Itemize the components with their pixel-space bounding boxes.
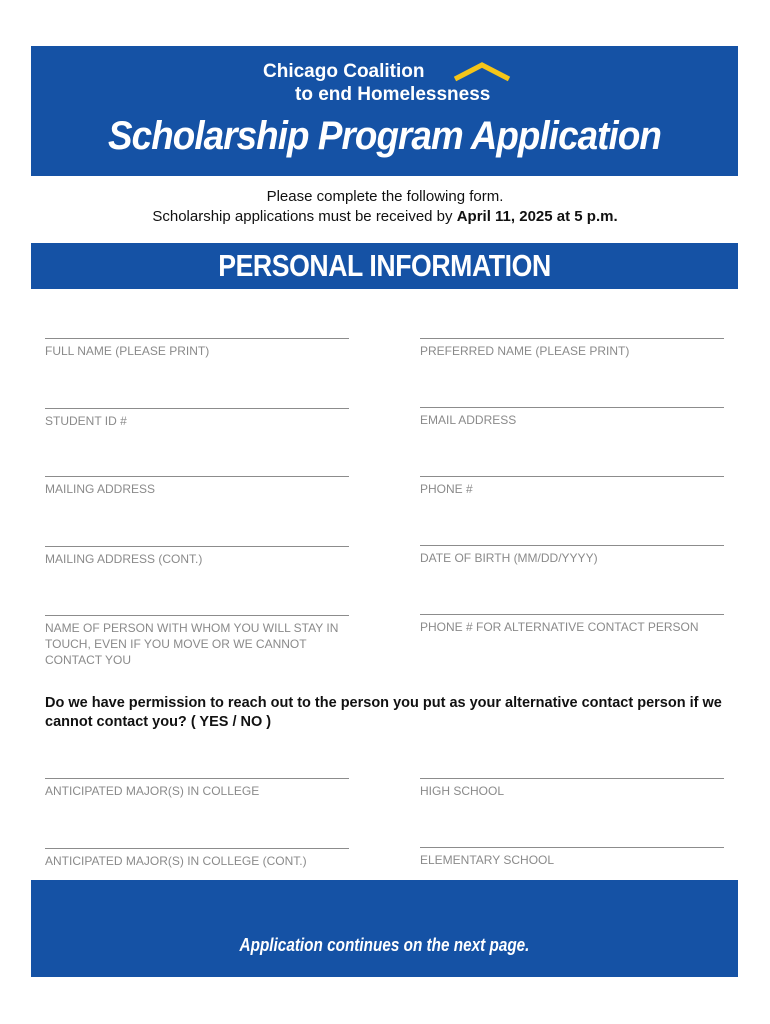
- continuation-note: Application continues on the next page.: [239, 935, 530, 955]
- logo-line1: Chicago Coalition: [263, 61, 425, 82]
- mailing-address-cont-field[interactable]: [45, 546, 349, 567]
- section-title: PERSONAL INFORMATION: [218, 248, 551, 283]
- page-title: Scholarship Program Application: [108, 114, 661, 158]
- input-line[interactable]: [420, 338, 724, 339]
- date-of-birth-field[interactable]: [420, 545, 724, 566]
- input-line[interactable]: [45, 546, 349, 547]
- field-label: ANTICIPATED MAJOR(S) IN COLLEGE: [45, 784, 260, 798]
- field-label: PHONE #: [420, 482, 473, 496]
- field-label: PHONE # FOR ALTERNATIVE CONTACT PERSON: [420, 620, 699, 634]
- input-line[interactable]: [420, 614, 724, 615]
- high-school-field[interactable]: [420, 778, 724, 799]
- input-line[interactable]: [420, 778, 724, 779]
- logo-line2: to end Homelessness: [295, 84, 491, 105]
- field-label: FULL NAME (PLEASE PRINT): [45, 344, 210, 358]
- email-field[interactable]: [420, 407, 724, 428]
- field-label: MAILING ADDRESS (CONT.): [45, 552, 203, 566]
- field-label: PREFERRED NAME (PLEASE PRINT): [420, 344, 630, 358]
- input-line[interactable]: [420, 545, 724, 546]
- field-label: MAILING ADDRESS: [45, 482, 156, 496]
- preferred-name-field[interactable]: [420, 338, 724, 359]
- input-line[interactable]: [45, 408, 349, 409]
- deadline-prefix: Scholarship applications must be received by: [152, 208, 457, 225]
- input-line[interactable]: [45, 778, 349, 779]
- intro-deadline: [0, 208, 770, 225]
- section-header: [31, 243, 738, 289]
- field-label: DATE OF BIRTH (MM/DD/YYYY): [420, 551, 598, 565]
- input-line[interactable]: [45, 848, 349, 849]
- field-label: ELEMENTARY SCHOOL: [420, 853, 555, 867]
- phone-field[interactable]: [420, 476, 724, 497]
- elementary-school-field[interactable]: [420, 847, 724, 868]
- header-banner: [31, 46, 738, 176]
- input-line[interactable]: [420, 476, 724, 477]
- full-name-field[interactable]: [45, 338, 349, 359]
- alternative-contact-name-field[interactable]: [45, 615, 349, 668]
- anticipated-major-cont-field[interactable]: [45, 848, 349, 869]
- deadline-date: April 11, 2025 at 5 p.m.: [456, 208, 618, 225]
- intro-instruction: Please complete the following form.: [266, 188, 504, 205]
- field-label: HIGH SCHOOL: [420, 784, 505, 798]
- input-line[interactable]: [45, 338, 349, 339]
- anticipated-major-field[interactable]: [45, 778, 349, 799]
- contact-permission-question: Do we have permission to reach out to the person you put as your alternative contact person if we cannot contact you? ( YES / NO ): [45, 695, 722, 730]
- field-label: ANTICIPATED MAJOR(S) IN COLLEGE (CONT.): [45, 854, 307, 868]
- roof-icon: [451, 61, 513, 83]
- field-label: EMAIL ADDRESS: [420, 413, 517, 427]
- input-line[interactable]: [420, 847, 724, 848]
- input-line[interactable]: [45, 476, 349, 477]
- input-line[interactable]: [420, 407, 724, 408]
- field-label: STUDENT ID #: [45, 414, 127, 428]
- field-label: NAME OF PERSON WITH WHOM YOU WILL STAY IN TOUCH, EVEN IF YOU MOVE OR WE CANNOT CONTACT YOU: [45, 621, 339, 667]
- input-line[interactable]: [45, 615, 349, 616]
- alternative-contact-phone-field[interactable]: [420, 614, 724, 635]
- mailing-address-field[interactable]: [45, 476, 349, 497]
- organization-logo: [263, 61, 523, 107]
- footer-banner: [31, 880, 738, 977]
- student-id-field[interactable]: [45, 408, 349, 429]
